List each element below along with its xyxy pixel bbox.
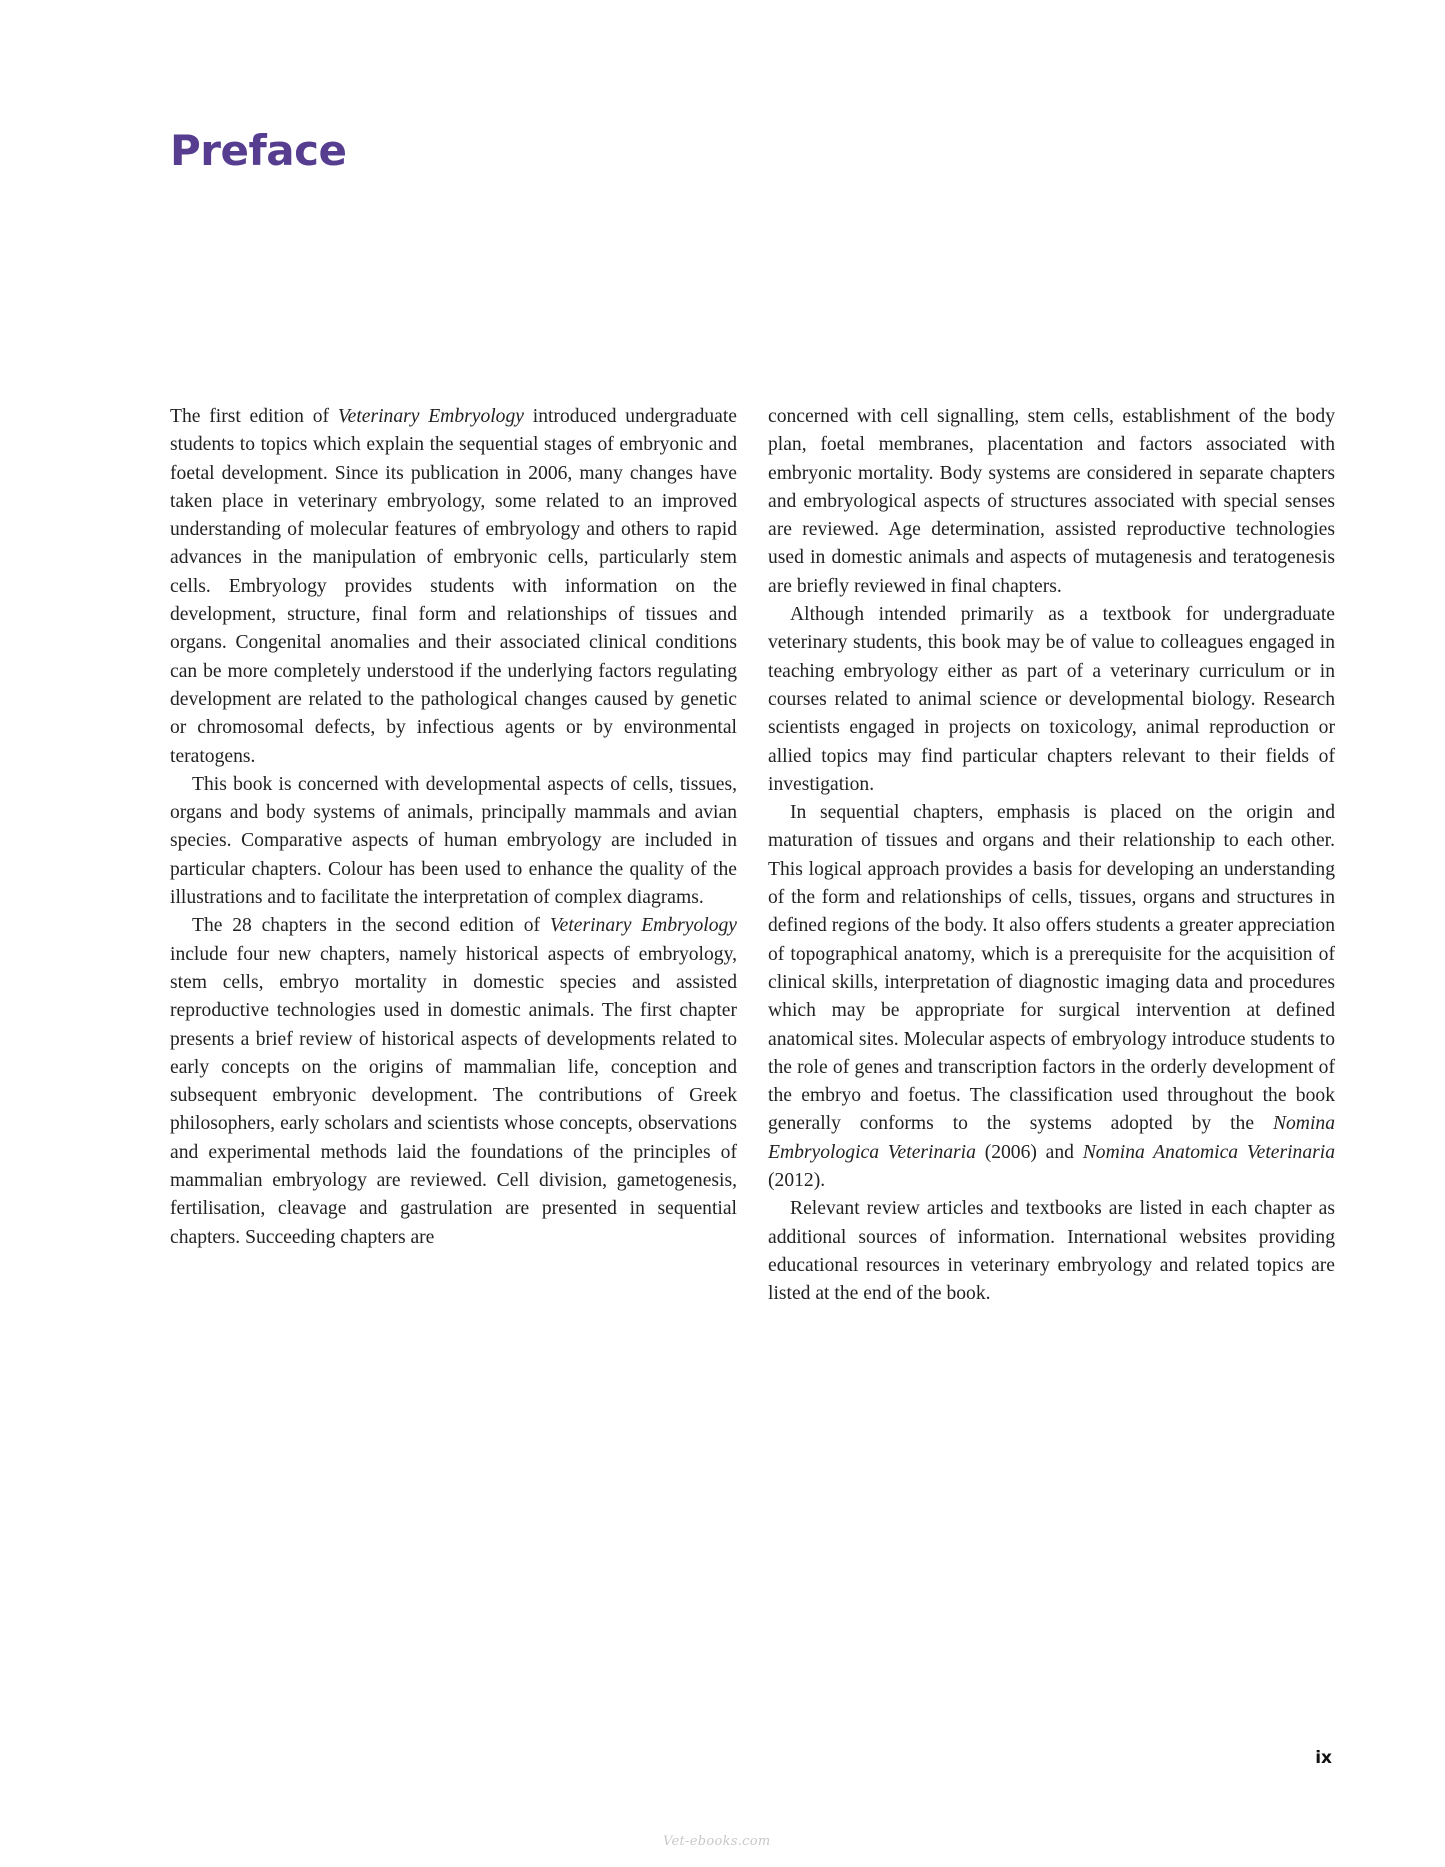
page-number: ix — [1315, 1748, 1332, 1768]
nomina-anatomica-italic: Nomina Anatomica Veterinaria — [1082, 1141, 1335, 1163]
page-title: Preface — [170, 126, 347, 175]
paragraph-1 — [170, 403, 737, 771]
book-title-italic: Veterinary Embryology — [549, 915, 737, 937]
paragraph-6 — [768, 799, 1335, 1195]
paragraph-1-text-b: introduced undergraduate students to topics which explain the sequential stages of embryonic and foetal development. Since its publication in 2006, many changes have taken place in veterinary embryology, some related to an improved understanding of molecular features of embryology and others to rapid advances in the manipulation of embryonic cells, particularly stem cells. Embryology provides students with information on the development, structure, final form and relationships of tissues and organs. Congenital anomalies and their associated clinical conditions can be more completely understood if the underlying factors regulating development are related to the pathological changes caused by genetic or chromosomal defects, by infectious agents or by environmental teratogens. — [170, 406, 738, 767]
paragraph-6-text-a: In sequential chapters, emphasis is placed on the origin and maturation of tissues and organs and their relationship to each other. This logical approach provides a basis for developing an understanding of the form and relationships of cells, tissues, organs and structures in defined regions of the body. It also offers students a greater appreciation of topographical anatomy, which is a prerequisite for the acquisition of clinical skills, interpretation of diagnostic imaging data and procedures which may be appropriate for surgical intervention at defined anatomical sites. Molecular aspects of embryology introduce students to the role of genes and transcription factors in the orderly development of the embryo and foetus. The classification used throughout the book generally conforms to the systems adopted by the — [768, 802, 1335, 1135]
paragraph-7: Relevant review articles and textbooks are listed in each chapter as additional sources of information. International websites providing educational resources in veterinary embryology and related topics are listed at the end of the book. — [768, 1198, 1335, 1305]
paragraph-3 — [170, 912, 737, 1252]
left-column — [170, 403, 737, 1309]
paragraph-2: This book is concerned with developmental aspects of cells, tissues, organs and body systems of animals, principally mammals and avian species. Comparative aspects of human embryology are included in particular chapters. Colour has been used to enhance the quality of the illustrations and to facilitate the interpretation of complex diagrams. — [170, 773, 737, 909]
paragraph-5: Although intended primarily as a textbook for undergraduate veterinary students, this book may be of value to colleagues engaged in teaching embryology either as part of a veterinary curriculum or in courses related to animal science or developmental biology. Research scientists engaged in projects on toxicology, animal reproduction or allied topics may find particular chapters relevant to their fields of investigation. — [768, 604, 1335, 795]
book-title-italic: Veterinary Embryology — [337, 406, 524, 427]
body-columns — [170, 403, 1335, 1309]
nomina-embryologica-italic: Nomina Embryologica Veterinaria — [768, 1113, 1335, 1163]
paragraph-1-text-a: The first edition of — [170, 406, 338, 427]
paragraph-4: concerned with cell signalling, stem cells, establishment of the body plan, foetal membranes, placentation and factors associated with embryonic mortality. Body systems are considered in separate chapters and embryological aspects of structures associated with special senses are reviewed. Age determination, assisted reproductive technologies used in domestic animals and aspects of mutagenesis and teratogenesis are briefly reviewed in final chapters. — [768, 406, 1335, 597]
paragraph-6-text-c: (2012). — [768, 1170, 826, 1192]
paragraph-6-text-b: (2006) and — [975, 1141, 1083, 1163]
paragraph-3-text-a: The 28 chapters in the second edition of — [192, 915, 550, 937]
right-column — [768, 403, 1335, 1309]
paragraph-3-text-b: include four new chapters, namely historical aspects of embryology, stem cells, embryo mortality in domestic species and assisted reproductive technologies used in domestic animals. The first chapter presents a brief review of historical aspects of developments related to early concepts on the origins of mammalian life, conception and subsequent embryonic development. The contributions of Greek philosophers, early scholars and scientists whose concepts, observations and experimental methods laid the foundations of the principles of mammalian embryology are reviewed. Cell division, gametogenesis, fertilisation, cleavage and gastrulation are presented in sequential chapters. Succeeding chapters are — [170, 943, 737, 1248]
watermark: Vet-ebooks.com — [663, 1834, 771, 1849]
